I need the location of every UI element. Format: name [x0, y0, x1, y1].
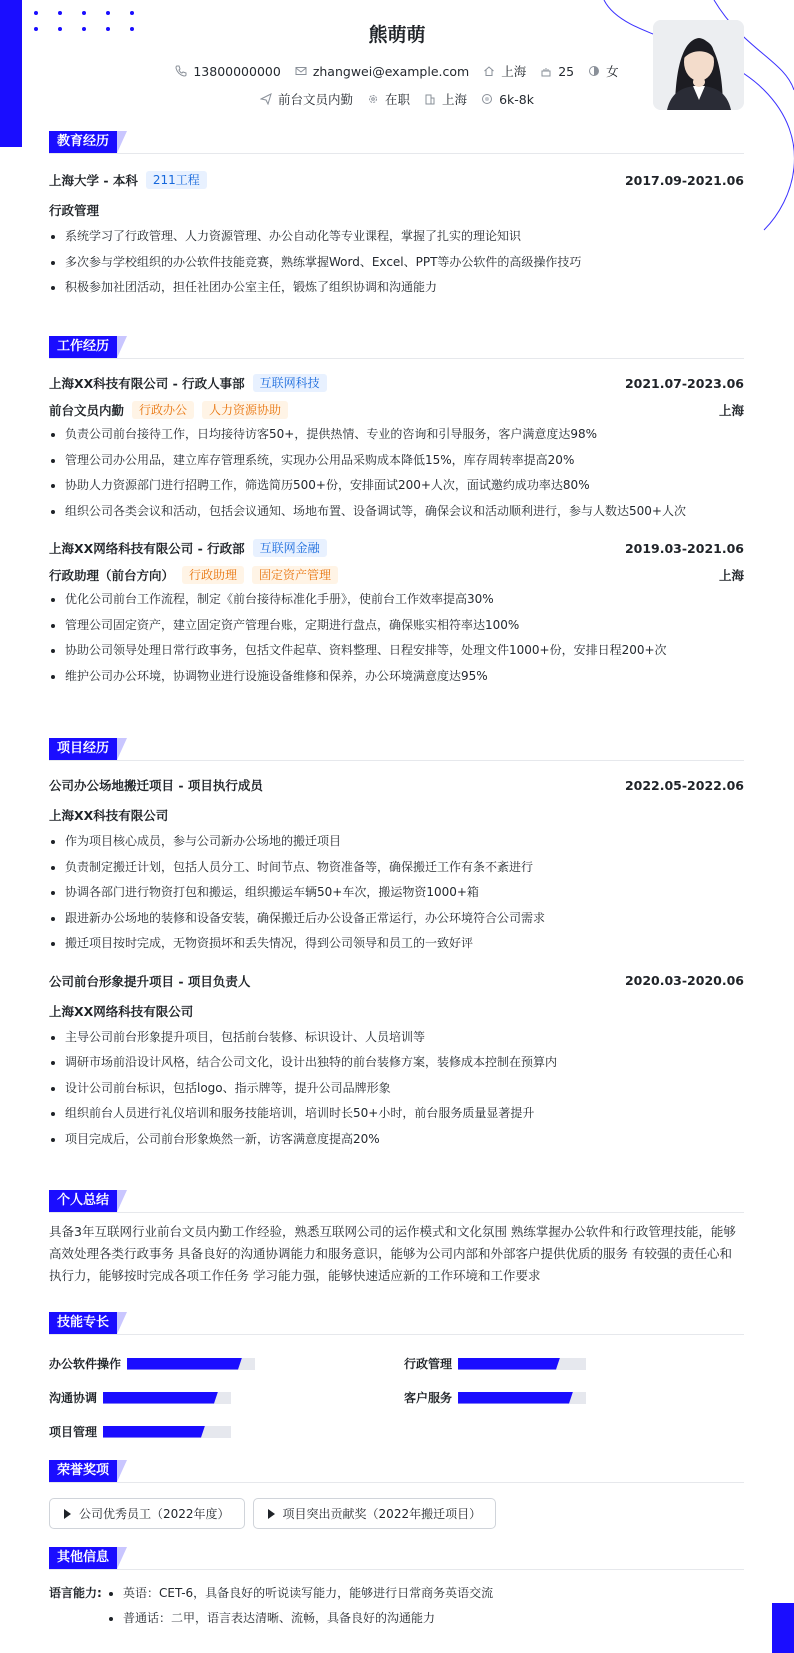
- section-title: 其他信息: [49, 1547, 744, 1570]
- skill-name: 办公软件操作: [49, 1357, 122, 1371]
- section-title: 项目经历: [49, 738, 744, 761]
- city-item: [483, 62, 526, 80]
- skill-level-fill: [103, 1426, 205, 1438]
- project-org: 上海XX网络科技有限公司: [49, 1003, 194, 1019]
- skill-level-fill: [458, 1392, 573, 1404]
- awards-list: [49, 1498, 744, 1529]
- school-tag: 211工程: [146, 171, 207, 189]
- other-section: [49, 1547, 744, 1631]
- industry-tag: 互联网科技: [253, 374, 327, 392]
- work-date: 2021.07-2023.06: [624, 375, 744, 391]
- triangle-icon: [64, 1509, 71, 1519]
- work-location: 上海: [718, 403, 744, 418]
- list-item: 协调各部门进行物资打包和搬运，组织搬运车辆50+车次，搬运物资1000+箱: [49, 880, 744, 906]
- industry-tag: 互联网金融: [253, 539, 327, 557]
- cake-icon: [540, 65, 552, 77]
- list-item: 项目完成后，公司前台形象焕然一新，访客满意度提高20%: [49, 1127, 744, 1153]
- salary-item: [481, 92, 534, 107]
- project-name: 公司前台形象提升项目 - 项目负责人: [49, 973, 251, 989]
- skill-level-fill: [458, 1358, 560, 1370]
- work-role-head: [49, 565, 744, 585]
- work-entry-head: [49, 373, 744, 393]
- list-item: 英语：CET-6，具备良好的听说读写能力，能够进行日常商务英语交流: [107, 1581, 493, 1606]
- section-title: 教育经历: [49, 131, 744, 154]
- project-name: 公司办公场地搬迁项目 - 项目执行成员: [49, 778, 263, 793]
- language-info: [49, 1581, 744, 1631]
- work-city-text: 上海: [442, 92, 468, 107]
- list-item: 普通话：二甲，语言表达清晰、流畅，具备良好的沟通能力: [107, 1606, 493, 1631]
- list-item: 调研市场前沿设计风格，结合公司文化，设计出独特的前台装修方案，装修成本控制在预算内: [49, 1050, 744, 1076]
- work-section: [49, 336, 744, 689]
- school-name: 上海大学 - 本科: [49, 173, 138, 188]
- work-role-head: [49, 400, 744, 420]
- work-entry-head: [49, 538, 744, 558]
- gear-icon: [367, 93, 379, 105]
- language-list: [107, 1581, 493, 1631]
- send-icon: [260, 93, 272, 105]
- role-tag: 行政助理: [182, 566, 244, 584]
- phone-item: [175, 64, 280, 79]
- work-date: 2019.03-2021.06: [624, 540, 744, 556]
- role-tag: 行政办公: [132, 401, 194, 419]
- status-item: [367, 90, 410, 108]
- list-item: 负责制定搬迁计划，包括人员分工、时间节点、物资准备等，确保搬迁工作有条不紊进行: [49, 855, 744, 881]
- skill-level-bar: [103, 1426, 231, 1438]
- list-item: 主导公司前台形象提升项目，包括前台装修、标识设计、人员培训等: [49, 1025, 744, 1051]
- section-title: 技能专长: [49, 1312, 744, 1335]
- list-item: 设计公司前台标识，包括logo、指示牌等，提升公司品牌形象: [49, 1076, 744, 1102]
- list-item: 积极参加社团活动，担任社团办公室主任，锻炼了组织协调和沟通能力: [49, 275, 744, 301]
- major: 行政管理: [49, 203, 100, 218]
- email-item: [295, 64, 469, 79]
- list-item: 组织公司各类会议和活动，包括会议通知、场地布置、设备调试等，确保会议和活动顺利进行，参与人数达500+人次: [49, 499, 744, 525]
- list-item: 协助人力资源部门进行招聘工作，筛选简历500+份，安排面试200+人次，面试邀约成功率达80%: [49, 473, 744, 499]
- skill-item: [49, 1423, 231, 1440]
- role-tag: 固定资产管理: [252, 566, 338, 584]
- language-label: 语言能力:: [49, 1586, 102, 1600]
- project-date: 2022.05-2022.06: [624, 777, 744, 793]
- right-accent-bar: [772, 1603, 794, 1653]
- work-bullets: [49, 587, 744, 689]
- resume-header: [0, 0, 794, 130]
- section-title: 个人总结: [49, 1190, 744, 1213]
- list-item: 维护公司办公环境，协调物业进行设施设备维修和保养，办公环境满意度达95%: [49, 664, 744, 690]
- list-item: 多次参与学校组织的办公软件技能竞赛，熟练掌握Word、Excel、PPT等办公软件的高级操作技巧: [49, 250, 744, 276]
- education-section: [49, 131, 744, 301]
- home-icon: [483, 65, 495, 77]
- coin-icon: [481, 93, 493, 105]
- award-item: 项目突出贡献奖（2022年搬迁项目）: [253, 1498, 497, 1529]
- project-org: 上海XX科技有限公司: [49, 808, 169, 823]
- list-item: 管理公司办公用品，建立库存管理系统，实现办公用品采购成本降低15%，库存周转率提高20%: [49, 448, 744, 474]
- email-text: zhangwei@example.com: [312, 63, 470, 79]
- skill-name: 沟通协调: [49, 1391, 98, 1405]
- role-tag: 人力资源协助: [202, 401, 288, 419]
- role-name: 行政助理（前台方向）: [49, 568, 175, 583]
- list-item: 搬迁项目按时完成，无物资损坏和丢失情况，得到公司领导和员工的一致好评: [49, 931, 744, 957]
- section-title: 工作经历: [49, 336, 744, 359]
- skill-level-fill: [103, 1392, 218, 1404]
- project-date: 2020.03-2020.06: [624, 973, 744, 988]
- list-item: 管理公司固定资产，建立固定资产管理台账，定期进行盘点，确保账实相符率达100%: [49, 613, 744, 639]
- work-city-item: [424, 90, 467, 108]
- company-name: 上海XX网络科技有限公司 - 行政部: [49, 541, 245, 556]
- skill-level-bar: [458, 1358, 586, 1370]
- skill-level-bar: [127, 1358, 255, 1370]
- skill-item: [404, 1389, 586, 1406]
- skill-item: [404, 1355, 586, 1372]
- awards-section: [49, 1460, 744, 1529]
- project-bullets: [49, 1025, 744, 1153]
- list-item: 作为项目核心成员，参与公司新办公场地的搬迁项目: [49, 829, 744, 855]
- city-text: 上海: [501, 64, 527, 79]
- skill-level-fill: [127, 1358, 242, 1370]
- gender-item: [588, 62, 619, 80]
- list-item: 组织前台人员进行礼仪培训和服务技能培训，培训时长50+小时，前台服务质量显著提升: [49, 1101, 744, 1127]
- skill-name: 项目管理: [49, 1425, 98, 1439]
- list-item: 优化公司前台工作流程，制定《前台接待标准化手册》，使前台工作效率提高30%: [49, 587, 744, 613]
- role-name: 前台文员内勤: [49, 403, 125, 418]
- job-target-text: 前台文员内勤: [278, 92, 354, 107]
- candidate-name: 熊萌萌: [368, 24, 426, 46]
- phone-icon: [175, 65, 187, 77]
- gender-text: 女: [606, 64, 619, 79]
- list-item: 负责公司前台接待工作，日均接待访客50+，提供热情、专业的咨询和引导服务，客户满意度达98%: [49, 422, 744, 448]
- gender-icon: [588, 65, 600, 77]
- project-entry-head: [49, 775, 744, 795]
- list-item: 系统学习了行政管理、人力资源管理、办公自动化等专业课程，掌握了扎实的理论知识: [49, 224, 744, 250]
- work-bullets: [49, 422, 744, 524]
- education-bullets: [49, 224, 744, 301]
- section-title: 荣誉奖项: [49, 1460, 744, 1483]
- list-item: 跟进新办公场地的装修和设备安装，确保搬迁后办公设备正常运行，办公环境符合公司需求: [49, 906, 744, 932]
- summary-section: [49, 1190, 744, 1287]
- skill-item: [49, 1355, 255, 1372]
- project-entry-head: [49, 971, 744, 991]
- work-location: 上海: [718, 568, 744, 583]
- status-text: 在职: [385, 92, 411, 107]
- triangle-icon: [268, 1509, 275, 1519]
- phone-text: 13800000000: [193, 63, 281, 79]
- summary-text: 具备3年互联网行业前台文员内勤工作经验，熟悉互联网公司的运作模式和文化氛围 熟练掌握办公软件和行政管理技能，能够高效处理各类行政事务 具备良好的沟通协调能力和服务意识，能够为公司内部和外部客户提供优质的服务 有较强的责任心和执行力，能够按时完成各项工作任务 学习能力强，能够快速适应新的工作环境和工作要求: [49, 1224, 736, 1283]
- award-item: 公司优秀员工（2022年度）: [49, 1498, 245, 1529]
- list-item: 协助公司领导处理日常行政事务，包括文件起草、资料整理、日程安排等，处理文件1000+份，安排日程200+次: [49, 638, 744, 664]
- company-name: 上海XX科技有限公司 - 行政人事部: [49, 376, 245, 391]
- skill-item: [49, 1389, 231, 1406]
- profile-photo: [653, 20, 744, 110]
- skill-name: 客户服务: [404, 1391, 453, 1405]
- skills-grid: [49, 1335, 744, 1439]
- skill-name: 行政管理: [404, 1357, 453, 1371]
- mail-icon: [295, 65, 307, 77]
- job-target-item: [260, 90, 353, 108]
- education-date: 2017.09-2021.06: [624, 172, 744, 188]
- education-entry-head: [49, 170, 744, 190]
- project-bullets: [49, 829, 744, 957]
- building-icon: [424, 93, 436, 105]
- skills-section: [49, 1312, 744, 1439]
- salary-text: 6k-8k: [499, 91, 534, 107]
- project-section: [49, 738, 744, 1152]
- skill-level-bar: [103, 1392, 231, 1404]
- skill-level-bar: [458, 1392, 586, 1404]
- age-text: 25: [558, 63, 575, 79]
- age-item: [540, 64, 574, 79]
